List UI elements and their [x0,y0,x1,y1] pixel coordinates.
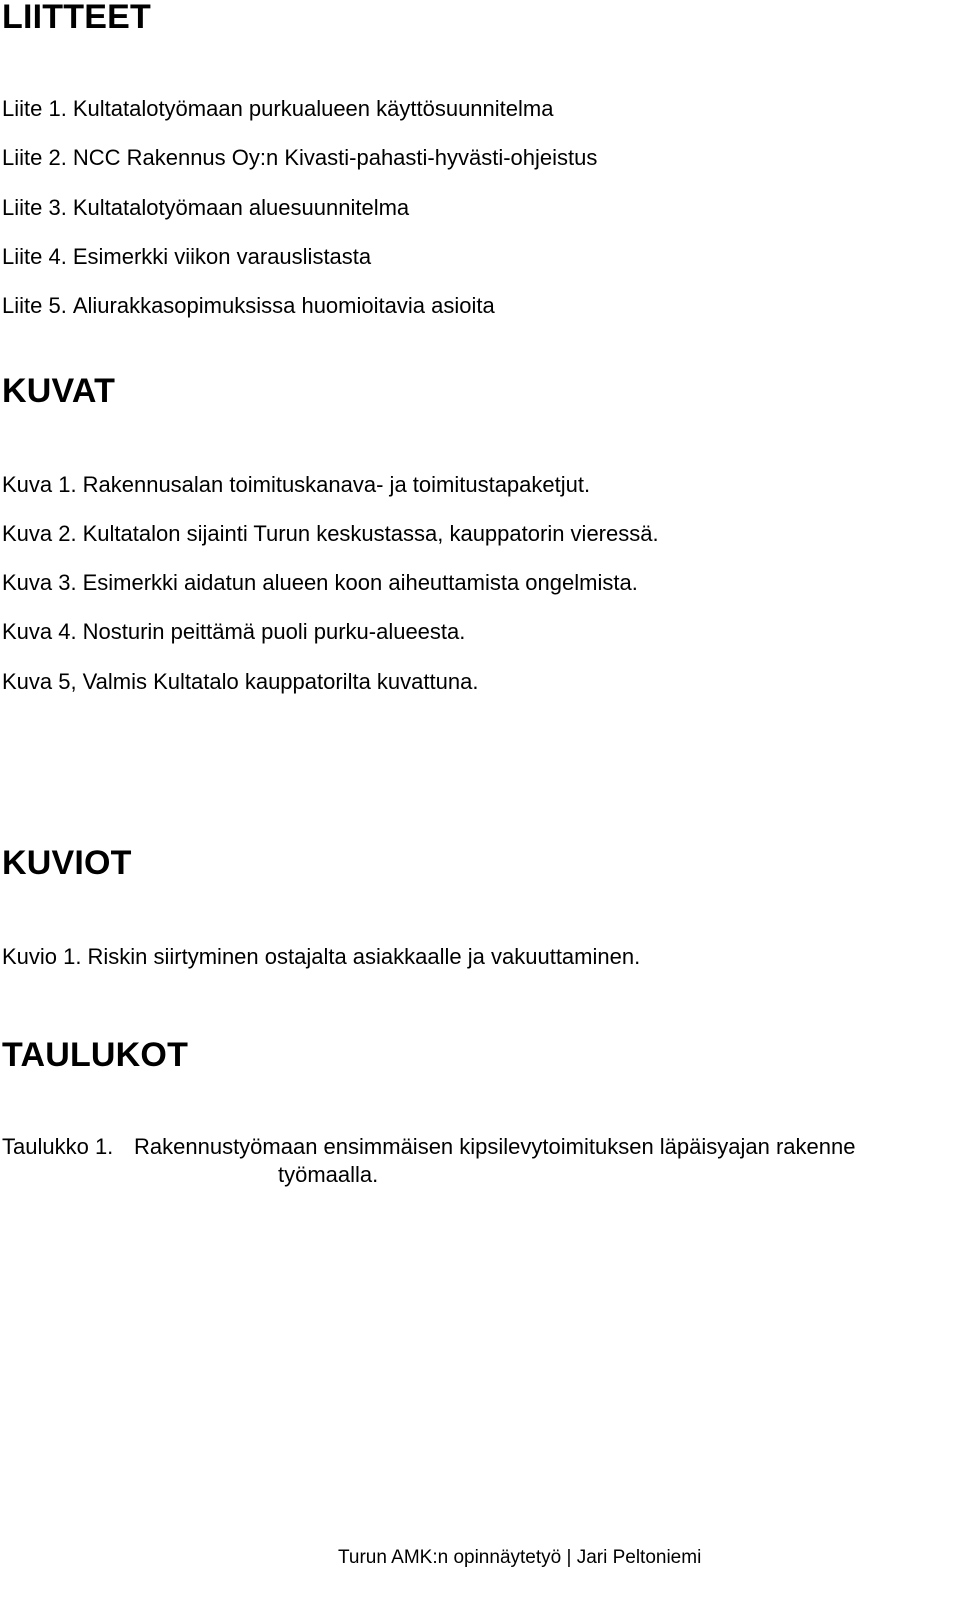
item-text-continuation: työmaalla. [278,1162,379,1187]
item-label: Kuva 2. [2,521,77,546]
item-label: Liite 3. [2,195,67,220]
item-text: Kultatalon sijainti Turun keskustassa, kauppatorin vieressä. [82,521,659,546]
list-item-liite-2 [2,145,597,171]
item-text: Esimerkki viikon varauslistasta [72,244,372,269]
item-text: NCC Rakennus Oy:n Kivasti-pahasti-hyvästi-ohjeistus [72,145,598,170]
list-item-kuva-5 [2,669,478,695]
item-label: Taulukko 1. [2,1134,114,1159]
item-text: Riskin siirtyminen ostajalta asiakkaalle ja vakuuttaminen. [87,944,641,969]
item-text: Rakennustyömaan ensimmäisen kipsilevytoimituksen läpäisyajan rakenne [134,1134,856,1159]
item-label: Kuva 5, [2,669,77,694]
item-text: Esimerkki aidatun alueen koon aiheuttamista ongelmista. [82,570,638,595]
list-item-liite-1 [2,96,553,122]
list-item-kuva-4 [2,619,465,645]
item-label: Liite 4. [2,244,67,269]
item-label: Kuva 4. [2,619,77,644]
list-item-liite-3 [2,195,409,221]
list-item-liite-5 [2,293,495,319]
item-label: Kuva 1. [2,472,77,497]
item-text: Rakennusalan toimituskanava- ja toimitustapaketjut. [82,472,591,497]
list-item-kuvio-1 [2,944,640,970]
heading-kuviot: KUVIOT [2,844,132,882]
item-label: Liite 1. [2,96,67,121]
item-label: Liite 2. [2,145,67,170]
list-item-liite-4 [2,244,371,270]
item-text: Nosturin peittämä puoli purku-alueesta. [82,619,466,644]
list-item-kuva-1 [2,472,590,498]
item-text: Aliurakkasopimuksissa huomioitavia asioita [72,293,495,318]
heading-taulukot: TAULUKOT [2,1036,189,1074]
heading-liitteet: LIITTEET [2,0,151,36]
list-item-kuva-2 [2,521,659,547]
item-label: Kuva 3. [2,570,77,595]
list-item-kuva-3 [2,570,638,596]
item-label: Liite 5. [2,293,67,318]
item-text: Valmis Kultatalo kauppatorilta kuvattuna. [82,669,479,694]
page-footer: Turun AMK:n opinnäytetyö | Jari Peltoniemi [338,1547,702,1568]
item-label: Kuvio 1. [2,944,82,969]
heading-kuvat: KUVAT [2,372,116,410]
item-text: Kultatalotyömaan purkualueen käyttösuunnitelma [72,96,554,121]
item-text: Kultatalotyömaan aluesuunnitelma [72,195,410,220]
